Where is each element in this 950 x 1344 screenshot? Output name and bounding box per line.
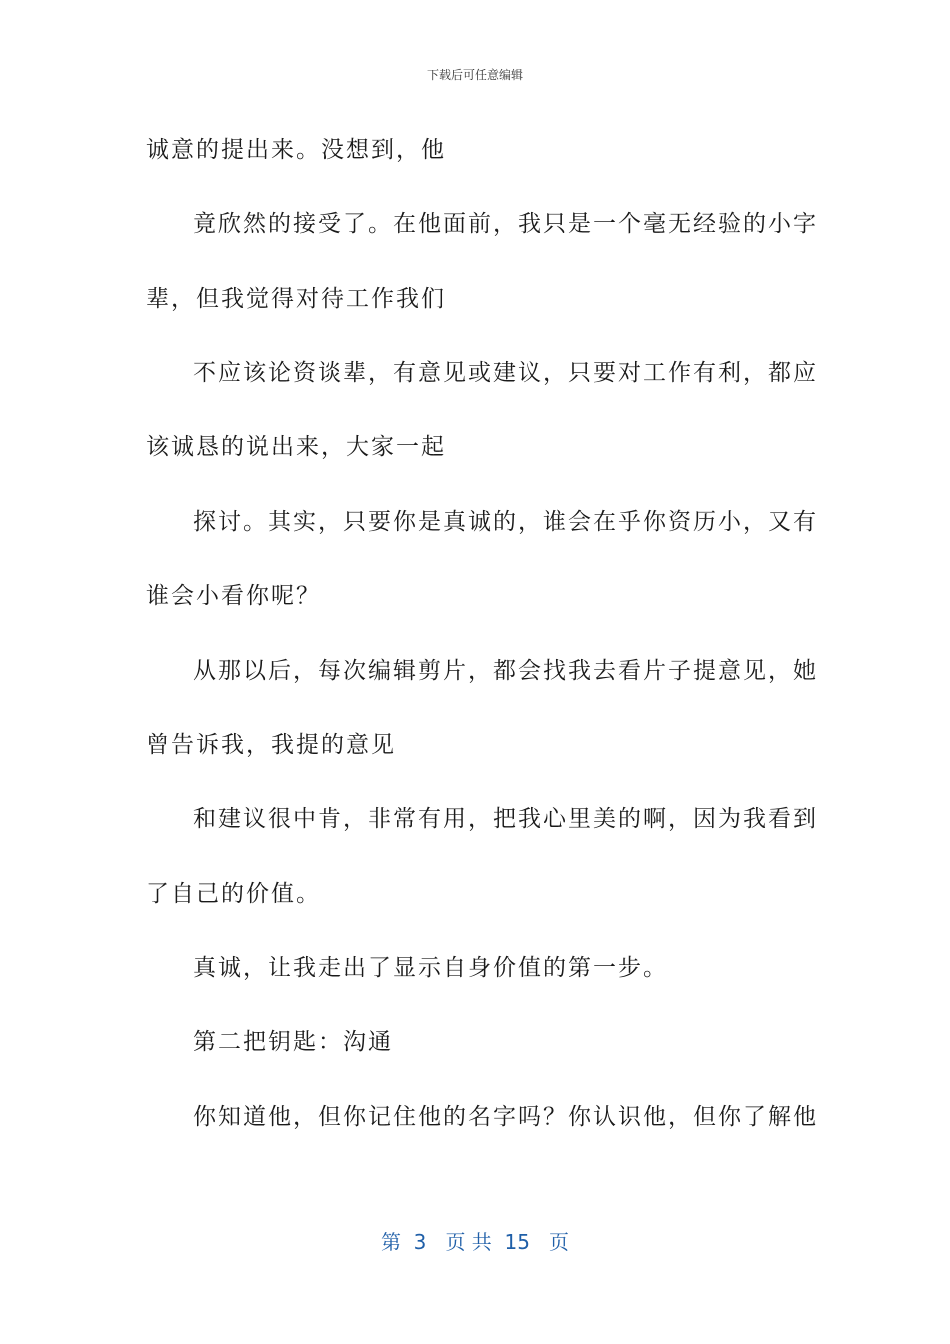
text-line: 和建议很中肯，非常有用，把我心里美的啊，因为我看到 bbox=[193, 806, 818, 832]
text-line: 不应该论资谈辈，有意见或建议，只要对工作有利，都应 bbox=[193, 360, 818, 386]
text-line: 真诚，让我走出了显示自身价值的第一步。 bbox=[193, 955, 668, 981]
text-line: 谁会小看你呢？ bbox=[146, 583, 321, 609]
page-header: 下载后可任意编辑 bbox=[426, 68, 523, 82]
page-number: 第 3 页 共 15 页 bbox=[380, 1230, 570, 1254]
text-line: 探讨。其实，只要你是真诚的，谁会在乎你资历小，又有 bbox=[193, 509, 818, 535]
section-heading: 第二把钥匙：沟通 bbox=[193, 1029, 393, 1055]
text-line: 该诚恳的说出来，大家一起 bbox=[146, 434, 446, 460]
text-line: 辈，但我觉得对待工作我们 bbox=[146, 286, 446, 312]
text-line: 从那以后，每次编辑剪片，都会找我去看片子提意见，她 bbox=[193, 658, 818, 684]
text-line: 曾告诉我，我提的意见 bbox=[146, 732, 396, 758]
text-line: 了自己的价值。 bbox=[146, 881, 321, 907]
text-line: 竟欣然的接受了。在他面前，我只是一个毫无经验的小字 bbox=[193, 211, 818, 237]
text-line: 诚意的提出来。没想到，他 bbox=[146, 137, 446, 163]
text-line: 你知道他，但你记住他的名字吗？你认识他，但你了解他 bbox=[193, 1104, 818, 1130]
